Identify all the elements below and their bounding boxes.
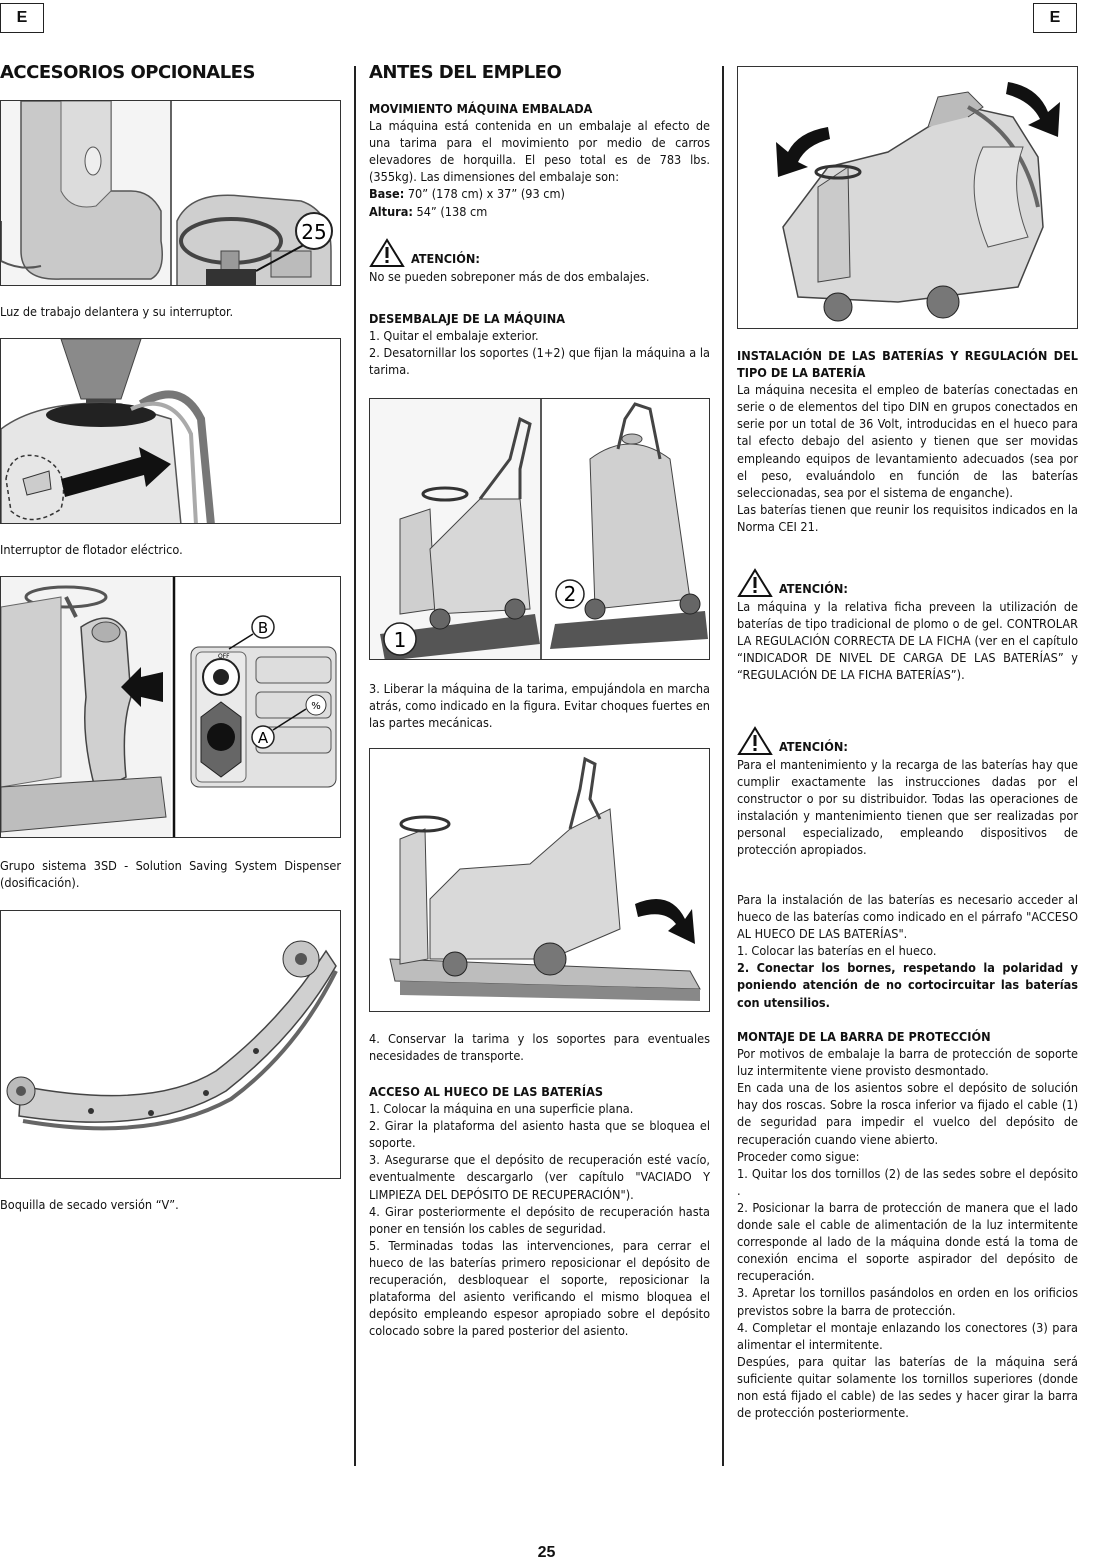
caption-work-light: Luz de trabajo delantera y su interruptor. — [0, 304, 234, 319]
step-desembalaje-4: 4. Conservar la tarima y los soportes para eventuales necesidades de transporte. — [369, 1031, 710, 1064]
step-montaje-3: 3. Apretar los tornillos pasándolos en orden en los orificios previstos sobre la barra de protección. — [737, 1285, 1078, 1318]
step-acceso-4: 4. Girar posteriormente el depósito de recuperación hasta poner en tensión los cables de seguridad. — [369, 1203, 710, 1236]
label-base: Base: — [369, 186, 405, 202]
step-desembalaje-1: 1. Quitar el embalaje exterior. — [369, 328, 539, 344]
step-bateria-1: 1. Colocar las baterías en el hueco. — [737, 943, 937, 959]
text-montaje-3: Proceder como sigue: — [737, 1148, 860, 1164]
figure-work-light — [0, 100, 341, 286]
section-title-antes: ANTES DEL EMPLEO — [369, 62, 562, 83]
warning-triangle-icon — [737, 568, 773, 598]
figure-label-a: A — [257, 729, 269, 747]
figure-unpacking-supports — [369, 398, 710, 660]
step-acceso-5: 5. Terminadas todas las intervenciones, para cerrar el hueco de las baterías primero reposicionar el depósito de recuperación, desbloquear el soporte, reposicionar la plataforma del asiento verificando el mismo bloquea el depósito empleando espesor apropiado sobre el depósito colocado sobre la pared posterior del asiento. — [369, 1237, 710, 1339]
figure-battery-compartment — [737, 66, 1078, 329]
attention-block-1 — [369, 238, 710, 268]
language-tab-left: E — [0, 3, 44, 33]
figure-label-25: 25 — [301, 220, 327, 244]
value-altura: 54” (138 cm — [412, 203, 488, 219]
value-base: 70” (178 cm) x 37” (93 cm) — [404, 186, 565, 202]
caption-float-switch: Interruptor de flotador eléctrico. — [0, 542, 183, 557]
page-number: 25 — [537, 1544, 556, 1561]
attention-title-3: ATENCIÓN: — [779, 739, 848, 754]
step-montaje-4: 4. Completar el montaje enlazando los conectores (3) para alimentar el intermitente. — [737, 1319, 1078, 1352]
step-acceso-1: 1. Colocar la máquina en una superficie plana. — [369, 1101, 634, 1117]
text-montaje-4: Despúes, para quitar las baterías de la máquina será suficiente quitar solamente los tornillos superiores (donde non está fijado el cable) de las sedes y hacer girar la barra de protección posteriormente. — [737, 1353, 1078, 1421]
figure-float-switch — [0, 338, 341, 524]
attention-text-2: La máquina y la relativa ficha preveen la utilización de baterías de tipo tradicional de plomo o de gel. CONTROLAR LA REGULACIÓN CORRECTA DE LA FICHA (ver en el capítulo “INDICADOR DE NIVEL DE CARGA DE LAS BATERÍAS” y “REGULACIÓN DE LA FICHA BATERÍAS”). — [737, 599, 1078, 683]
figure-label-2: 2 — [563, 582, 577, 606]
heading-movimiento: MOVIMIENTO MÁQUINA EMBALADA — [369, 101, 593, 116]
text-base — [369, 185, 710, 202]
figure-label-b: B — [257, 619, 269, 637]
text-montaje-1: Por motivos de embalaje la barra de protección de soporte luz intermitente viene provisto desmontado. — [737, 1046, 1078, 1079]
column-divider-2 — [722, 66, 724, 1466]
attention-text-1: No se pueden sobreponer más de dos embalajes. — [369, 269, 650, 284]
heading-montaje: MONTAJE DE LA BARRA DE PROTECCIÓN — [737, 1029, 991, 1044]
text-instalacion-1: La máquina necesita el empleo de baterías conectadas en serie o de elementos del tipo DIN en grupos conectados en serie por un total de 36 Volt, introducidas en el hueco para tal efecto debajo del asiento y tienen que ser movidas empleando equipos de levantamiento adecuados (sea por el peso, evaluándolo en función de las baterías seleccionadas, sea por el sistema de enganche). — [737, 382, 1078, 500]
column-divider-1 — [354, 66, 356, 1466]
warning-triangle-icon — [737, 726, 773, 756]
attention-title-1: ATENCIÓN: — [411, 251, 480, 266]
text-altura — [369, 203, 710, 220]
step-desembalaje-3: 3. Liberar la máquina de la tarima, empujándola en marcha atrás, como indicado en la figura. Evitar choques fuertes en las partes mecánicas. — [369, 681, 710, 731]
step-acceso-2: 2. Girar la plataforma del asiento hasta que se bloquea el soporte. — [369, 1118, 710, 1151]
text-instalacion-2: Las baterías tienen que reunir los requisitos indicados en la Norma CEI 21. — [737, 501, 1078, 534]
caption-3sd: Grupo sistema 3SD - Solution Saving System Dispenser (dosificación). — [0, 858, 341, 891]
text-para-instalacion: Para la instalación de las baterías es necesario acceder al hueco de las baterías como indicado en el párrafo "ACCESO AL HUECO DE LAS BATERÍAS". — [737, 892, 1078, 942]
attention-title-2: ATENCIÓN: — [779, 581, 848, 596]
attention-block-3 — [737, 726, 1078, 756]
step-montaje-1: 1. Quitar los dos tornillos (2) de las sedes sobre el depósito . — [737, 1165, 1078, 1198]
step-desembalaje-2: 2. Desatornillar los soportes (1+2) que fijan la máquina a la tarima. — [369, 345, 710, 378]
label-altura: Altura: — [369, 203, 413, 219]
percent-symbol: % — [311, 701, 321, 712]
attention-block-2 — [737, 568, 1078, 598]
heading-desembalaje: DESEMBALAJE DE LA MÁQUINA — [369, 311, 565, 326]
attention-text-3: Para el mantenimiento y la recarga de las baterías hay que cumplir exactamente las instrucciones dadas por el constructor o por su distribuidor. Todas las operaciones de instalación y mantenimiento tienen que ser realizadas por personal especializado, empleando dispositivos de protección apropiados. — [737, 757, 1078, 858]
heading-instalacion: INSTALACIÓN DE LAS BATERÍAS Y REGULACIÓN DEL TIPO DE LA BATERÍA — [737, 348, 1078, 381]
figure-remove-from-pallet — [369, 748, 710, 1012]
step-bateria-2: 2. Conectar los bornes, respetando la polaridad y poniendo atención de no cortocircuitar las baterías con utensilios. — [737, 960, 1078, 1010]
caption-squeegee: Boquilla de secado versión “V”. — [0, 1197, 179, 1212]
section-title-accesorios: ACCESORIOS OPCIONALES — [0, 62, 255, 83]
figure-label-1: 1 — [393, 628, 407, 652]
text-movimiento: La máquina está contenida en un embalaje al efecto de una tarima para el movimiento por medio de carros elevadores de horquilla. El peso total es de 783 lbs. (355kg). Las dimensiones del embalaje son: — [369, 118, 710, 185]
heading-acceso: ACCESO AL HUECO DE LAS BATERÍAS — [369, 1084, 604, 1099]
text-montaje-2: En cada una de los asientos sobre el depósito de solución hay dos roscas. Sobre la rosca inferior va fijado el cable (1) de seguridad para impedir el vuelco del depósito de recuperación cuando viene abierto. — [737, 1080, 1078, 1147]
dial-off-label: OFF — [218, 653, 230, 660]
figure-3sd-dispenser — [0, 576, 341, 838]
step-montaje-2: 2. Posicionar la barra de protección de manera que el lado donde sale el cable de alimentación de la luz intermitente corresponde al lado de la máquina donde está la toma de conexión encima el soporte aspirador del depósito de recuperación. — [737, 1199, 1078, 1284]
step-acceso-3: 3. Asegurarse que el depósito de recuperación esté vacío, eventualmente descargarlo (ver capítulo "VACIADO Y LIMPIEZA DEL DEPÓSITO DE RECUPERACIÓN"). — [369, 1152, 710, 1202]
figure-squeegee-v — [0, 910, 341, 1179]
language-tab-right: E — [1033, 3, 1077, 33]
warning-triangle-icon — [369, 238, 405, 268]
